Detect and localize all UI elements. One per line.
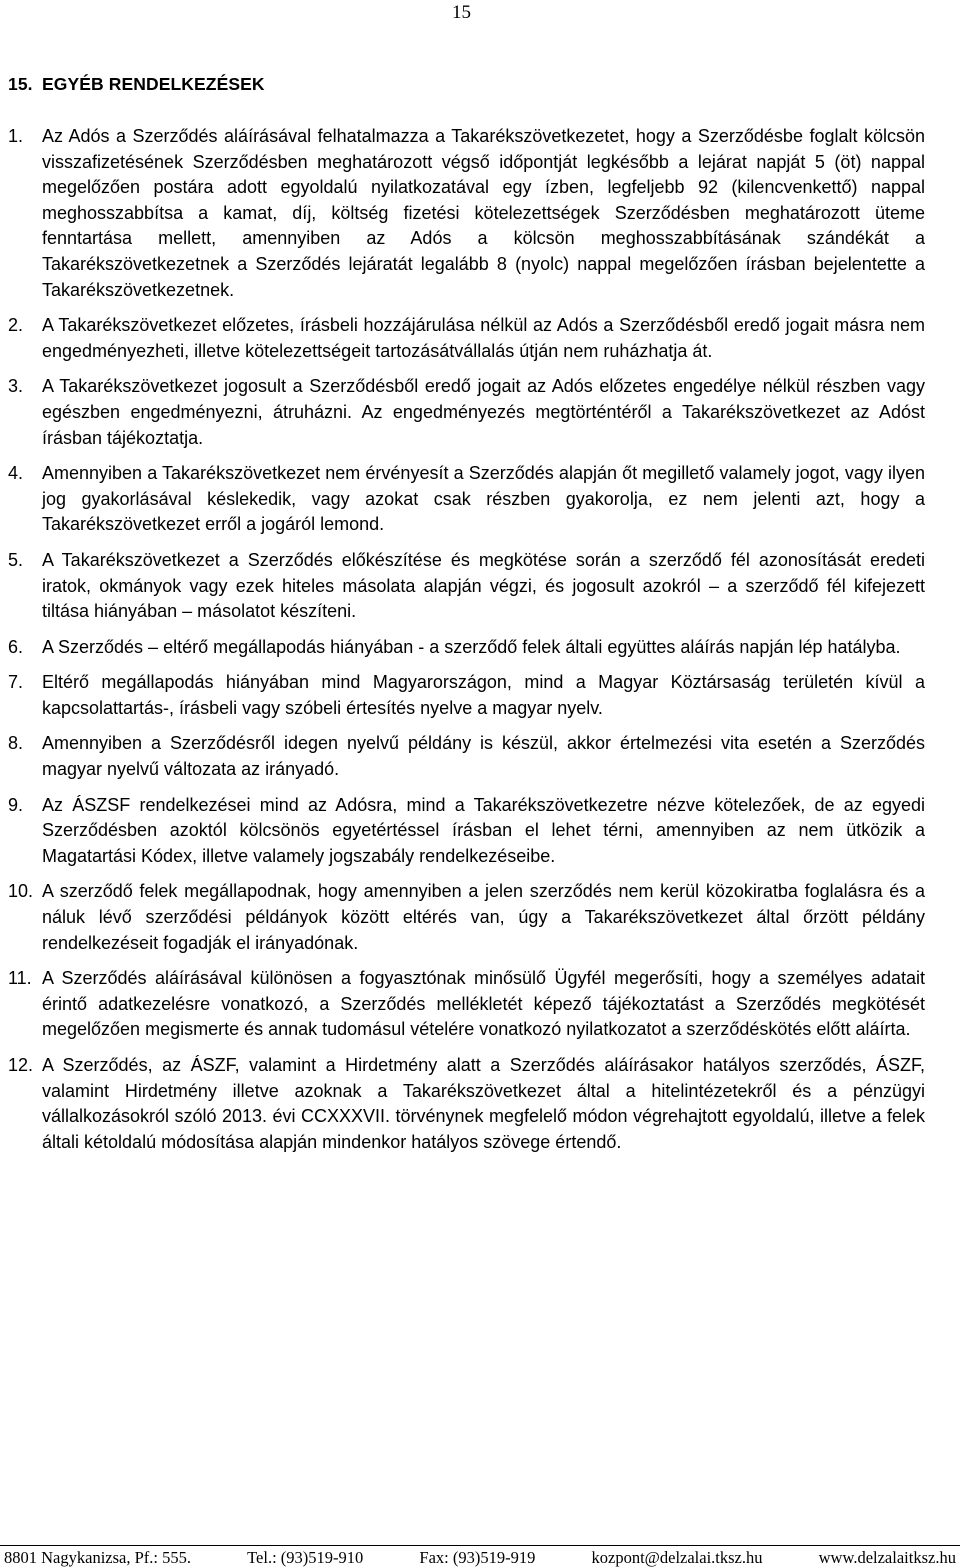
item-text: Amennyiben a Szerződésről idegen nyelvű példány is készül, akkor értelmezési vita esetén a Szerződés magyar nyelvű változata az irányadó. [42,733,925,780]
item-number: 1. [8,126,24,146]
item-text: A Szerződés aláírásával különösen a fogyasztónak minősülő Ügyfél megerősíti, hogy a személyes adatait érintő adatkezelésre vonatkozó, a Szerződés mellékletét képező tájékoztatást a Szerződés megkötését megelőzően megismerte és annak tudomásul vételére vonatkozó nyilatkozatot a szerződéskötés előtt aláírta. [42,968,925,1040]
section-title: EGYÉB RENDELKEZÉSEK [42,74,265,94]
list-item [8,966,925,1043]
footer-website: www.delzalaitksz.hu [818,1548,956,1567]
item-number: 10. [8,881,34,902]
list-item [8,548,925,625]
list-item [8,731,925,782]
item-text: Az ÁSZSF rendelkezései mind az Adósra, mind a Takarékszövetkezetre nézve kötelezőek, de az egyedi Szerződésben azoktól kölcsönös egyetértéssel írásban el lehet térni, amennyiben az nem ütközik a Magatartási Kódex, illetve valamely jogszabály rendelkezéseibe. [42,794,925,866]
item-text: A Szerződés – eltérő megállapodás hiányában - a szerződő felek általi együttes aláírás napján lép hatályba. [42,636,901,657]
item-text: A Takarékszövetkezet előzetes, írásbeli hozzájárulása nélkül az Adós a Szerződésből eredő jogait másra nem engedményezheti, illetve kötelezettségeit tartozásátvállalás útján nem ruházhatja át. [42,315,925,361]
item-number: 8. [8,733,24,754]
footer-address: 8801 Nagykanizsa, Pf.: 555. [4,1548,191,1567]
item-text: A Takarékszövetkezet a Szerződés előkészítése és megkötése során a szerződő fél azonosítását eredeti iratok, okmányok vagy ezek hiteles másolata alapján végzi, és jogosult azokról – a szerződő fél kifejezett tiltása hiányában – másolatot készíteni. [42,549,925,622]
list-item [8,124,925,303]
item-number: 11. [8,968,32,989]
footer-email: kozpont@delzalai.tksz.hu [591,1548,763,1567]
item-text: A Szerződés, az ÁSZF, valamint a Hirdetmény alatt a Szerződés aláírásakor hatályos szerződés, ÁSZF, valamint Hirdetmény illetve azoknak a Takarékszövetkezet által a hitelintézetekről és a pénzügyi vállalkozásokról szóló 2013. évi CCXXXVII. törvénynek megfelelő módon végrehajtott egyoldalú, illetve a felek általi kétoldalú módosítása alapján mindenkor hatályos szövege értendő. [42,1055,925,1152]
item-number: 12. [8,1055,34,1075]
item-text: A szerződő felek megállapodnak, hogy amennyiben a jelen szerződés nem kerül közokiratba foglalásra és a náluk lévő szerződési példányok között eltérés van, úgy a Takarékszövetkezet által őrzött példány rendelkezéseit fogadják el irányadónak. [42,881,925,953]
footer-fax: Fax: (93)519-919 [419,1548,536,1567]
item-text: A Takarékszövetkezet jogosult a Szerződésből eredő jogait az Adós előzetes engedélye nélkül részben vagy egészben engedményezni, átruházni. Az engedményezés megtörténtéről a Takarékszövetkezet az Adóst írásban tájékoztatja. [42,376,925,448]
item-number: 9. [8,794,24,815]
item-text: Eltérő megállapodás hiányában mind Magyarországon, mind a Magyar Köztársaság területén kívül a kapcsolattartás-, írásbeli vagy szóbeli értesítés nyelve a magyar nyelv. [42,672,925,718]
item-number: 6. [8,636,24,657]
provisions-list [8,124,925,1165]
list-item [8,374,925,451]
list-item [8,313,925,364]
section-heading [8,74,265,95]
item-number: 7. [8,672,24,693]
footer-tel: Tel.: (93)519-910 [247,1548,364,1567]
item-text: Amennyiben a Takarékszövetkezet nem érvényesít a Szerződés alapján őt megillető valamely jogot, vagy ilyen jog gyakorlásával késlekedik, vagy azokat csak részben gyakorolja, ez nem jelenti azt, hogy a Takarékszövetkezet erről a jogáról lemond. [42,463,925,535]
list-item [8,670,925,721]
item-number: 5. [8,549,24,570]
list-item [8,1053,925,1155]
item-number: 2. [8,315,24,336]
item-text: Az Adós a Szerződés aláírásával felhatalmazza a Takarékszövetkezetet, hogy a Szerződésbe foglalt kölcsön visszafizetésének Szerződésben meghatározott végső időpontját legkésőbb a lejárat napját 5 (öt) nappal megelőzően postára adott egyoldalú nyilatkozatával egy ízben, legfeljebb 92 (kilencvenkettő) nappal meghosszabbítsa a kamat, díj, költség fizetési kötelezettségek Szerződésben meghatározott üteme fenntartása mellett, amennyiben az Adós a kölcsön meghosszabbításának szándékát a Takarékszövetkezetnek a Szerződés lejáratát legalább 8 (nyolc) nappal megelőzően írásban bejelentette a Takarékszövetkezetnek. [42,126,925,300]
section-number: 15. [8,74,33,94]
list-item [8,461,925,538]
footer-divider [0,1545,960,1546]
item-number: 4. [8,463,24,484]
page-number: 15 [452,2,471,23]
list-item [8,879,925,956]
item-number: 3. [8,376,24,397]
list-item [8,793,925,870]
footer [4,1548,956,1568]
list-item [8,635,925,661]
